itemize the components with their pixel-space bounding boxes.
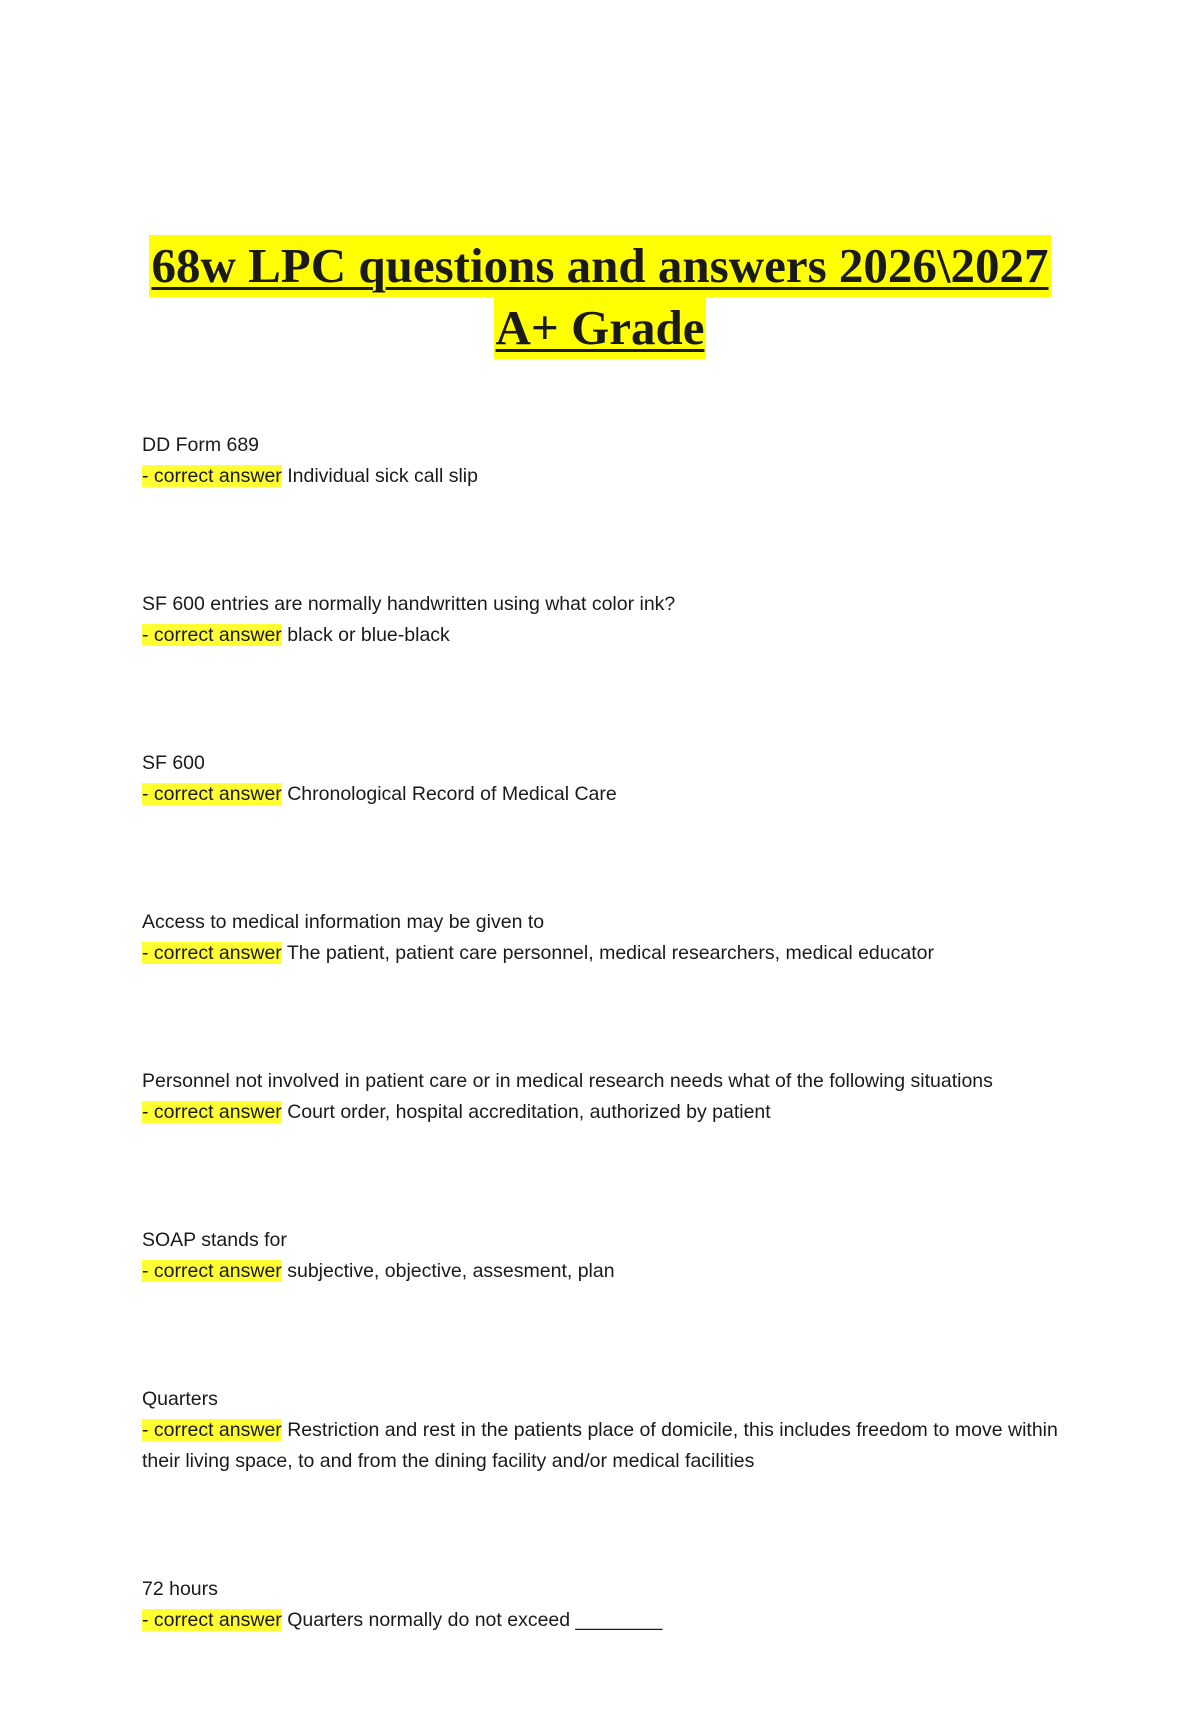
answer-line [142,620,1062,651]
correct-answer-marker: - correct answer [142,942,282,964]
document-title [0,235,1200,359]
answer-text: black or blue-black [287,624,450,646]
question-text: SF 600 [142,752,205,774]
question-text: 72 hours [142,1578,218,1600]
question-text: Access to medical information may be given to [142,911,545,933]
correct-answer-marker: - correct answer [142,1260,282,1282]
qa-item [142,907,1062,969]
correct-answer-marker: - correct answer [142,1609,282,1631]
qa-item [142,748,1062,810]
qa-item [142,1225,1062,1287]
qa-list [142,430,1062,1733]
answer-text: Restriction and rest in the patients place of domicile, this includes freedom to move within their living space, to and from the dining facility and/or medical facilities [142,1419,1058,1472]
answer-text: subjective, objective, assesment, plan [287,1260,615,1282]
answer-text: Chronological Record of Medical Care [287,783,617,805]
qa-item [142,1384,1062,1477]
qa-item [142,589,1062,651]
question-text: Quarters [142,1388,218,1410]
answer-line [142,1415,1062,1477]
correct-answer-marker: - correct answer [142,624,282,646]
title-line-1: 68w LPC questions and answers 2026\2027 [149,235,1050,297]
answer-text: Individual sick call slip [287,465,478,487]
question-text: SOAP stands for [142,1229,287,1251]
correct-answer-marker: - correct answer [142,1419,282,1441]
answer-line [142,1256,1062,1287]
qa-item [142,1574,1062,1636]
question-text: DD Form 689 [142,434,260,456]
answer-line [142,1097,1062,1128]
answer-text: Court order, hospital accreditation, authorized by patient [287,1101,771,1123]
qa-item [142,430,1062,492]
correct-answer-marker: - correct answer [142,465,282,487]
answer-line [142,938,1062,969]
answer-text: Quarters normally do not exceed ________ [287,1609,663,1631]
correct-answer-marker: - correct answer [142,783,282,805]
answer-line [142,1605,1062,1636]
title-line-2: A+ Grade [494,297,707,359]
question-text: SF 600 entries are normally handwritten using what color ink? [142,593,676,615]
answer-text: The patient, patient care personnel, medical researchers, medical educator [286,942,934,964]
answer-line [142,461,1062,492]
answer-line [142,779,1062,810]
qa-item [142,1066,1062,1128]
correct-answer-marker: - correct answer [142,1101,282,1123]
question-text: Personnel not involved in patient care or in medical research needs what of the following situations [142,1070,993,1092]
